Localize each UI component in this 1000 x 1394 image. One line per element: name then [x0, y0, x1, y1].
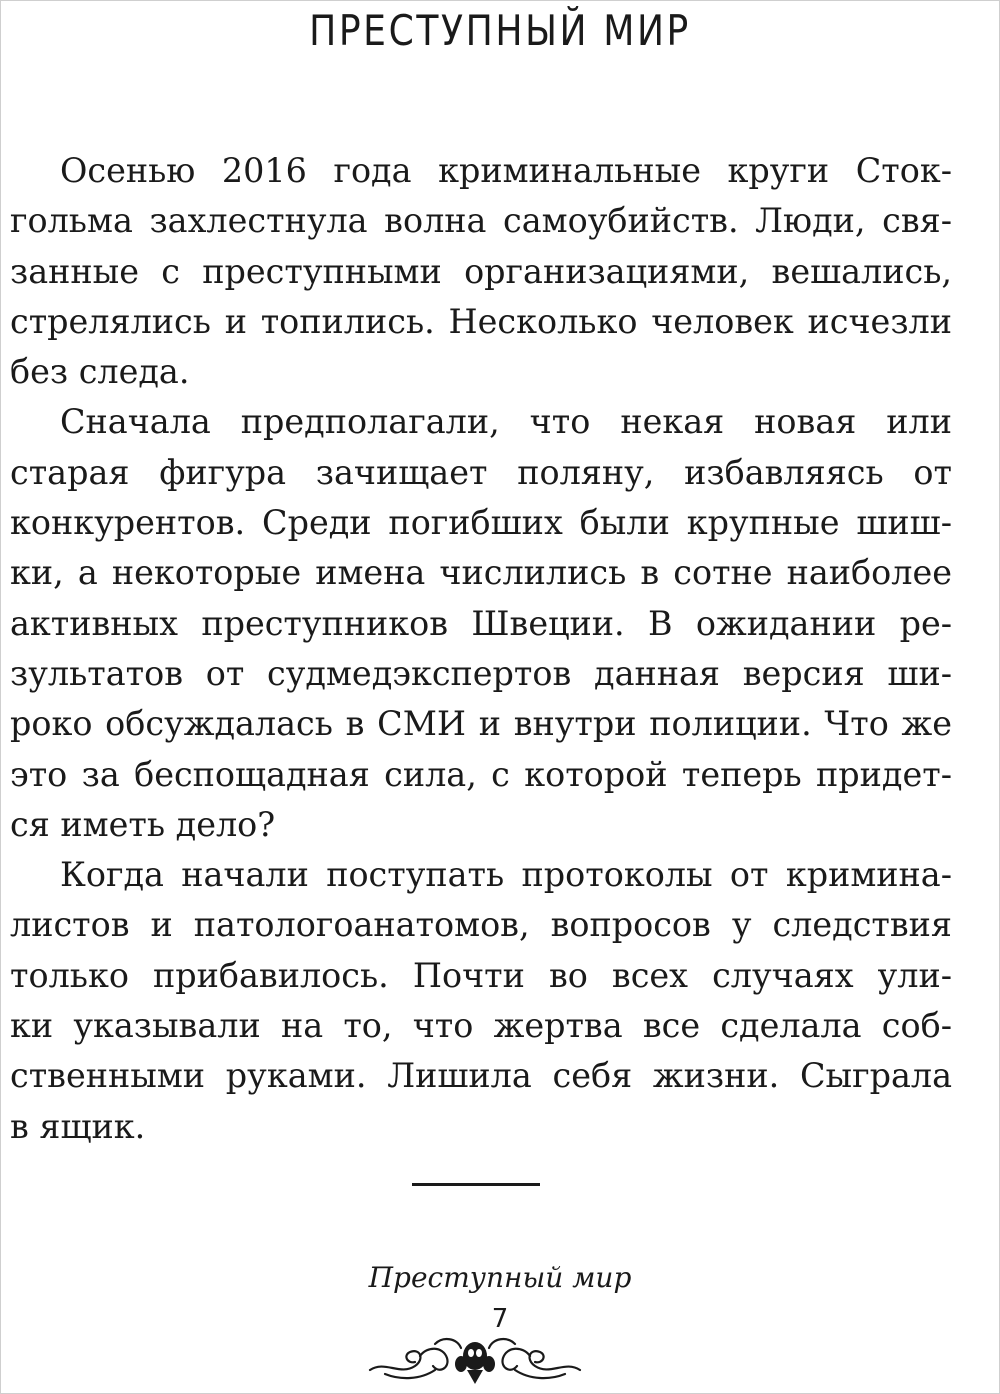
floral-ornament-icon	[365, 1326, 585, 1386]
paragraph-3	[10, 850, 952, 1152]
text-line: зультатов от судмедэкспертов данная версия ши-	[10, 653, 952, 693]
page-number: 7	[491, 1304, 509, 1334]
text-line: ся иметь дело?	[10, 804, 276, 844]
paragraph-1	[10, 146, 952, 397]
text-line: старая фигура зачищает поляну, избавляясь от	[10, 452, 952, 492]
text-line: Сначала предполагали, что некая новая или	[60, 402, 952, 442]
text-line: роко обсуждалась в СМИ и внутри полиции. Что же	[10, 704, 952, 744]
text-line: без следа.	[10, 352, 190, 392]
text-line: листов и патологоанатомов, вопросов у следствия	[10, 905, 952, 945]
text-line: это за беспощадная сила, с которой теперь придет-	[10, 754, 952, 794]
text-line: Осенью 2016 года криминальные круги Сток-	[60, 151, 952, 190]
chapter-title: ПРЕСТУПНЫЙ МИР	[309, 6, 691, 55]
text-line: стрелялись и топились. Несколько человек исчезли	[10, 301, 952, 341]
section-separator	[412, 1183, 540, 1186]
text-line: только прибавилось. Почти во всех случаях ули-	[10, 955, 952, 995]
text-line: ки, а некоторые имена числились в сотне наиболее	[10, 553, 952, 593]
running-title: Преступный мир	[368, 1261, 632, 1294]
text-line: ки указывали на то, что жертва все сделала соб-	[10, 1006, 952, 1046]
text-line: гольма захлестнула волна самоубийств. Люди, свя-	[10, 201, 952, 241]
text-line: активных преступников Швеции. В ожидании ре-	[10, 603, 952, 643]
body-text	[10, 146, 952, 1152]
text-line: конкурентов. Среди погибших были крупные шиш-	[10, 503, 952, 543]
text-line: Когда начали поступать протоколы от кримина-	[60, 855, 952, 895]
text-line: занные с преступными организациями, вешались,	[10, 251, 952, 291]
paragraph-2	[10, 397, 952, 850]
text-line: в ящик.	[10, 1106, 146, 1146]
text-line: ственными руками. Лишила себя жизни. Сыграла	[10, 1056, 952, 1096]
